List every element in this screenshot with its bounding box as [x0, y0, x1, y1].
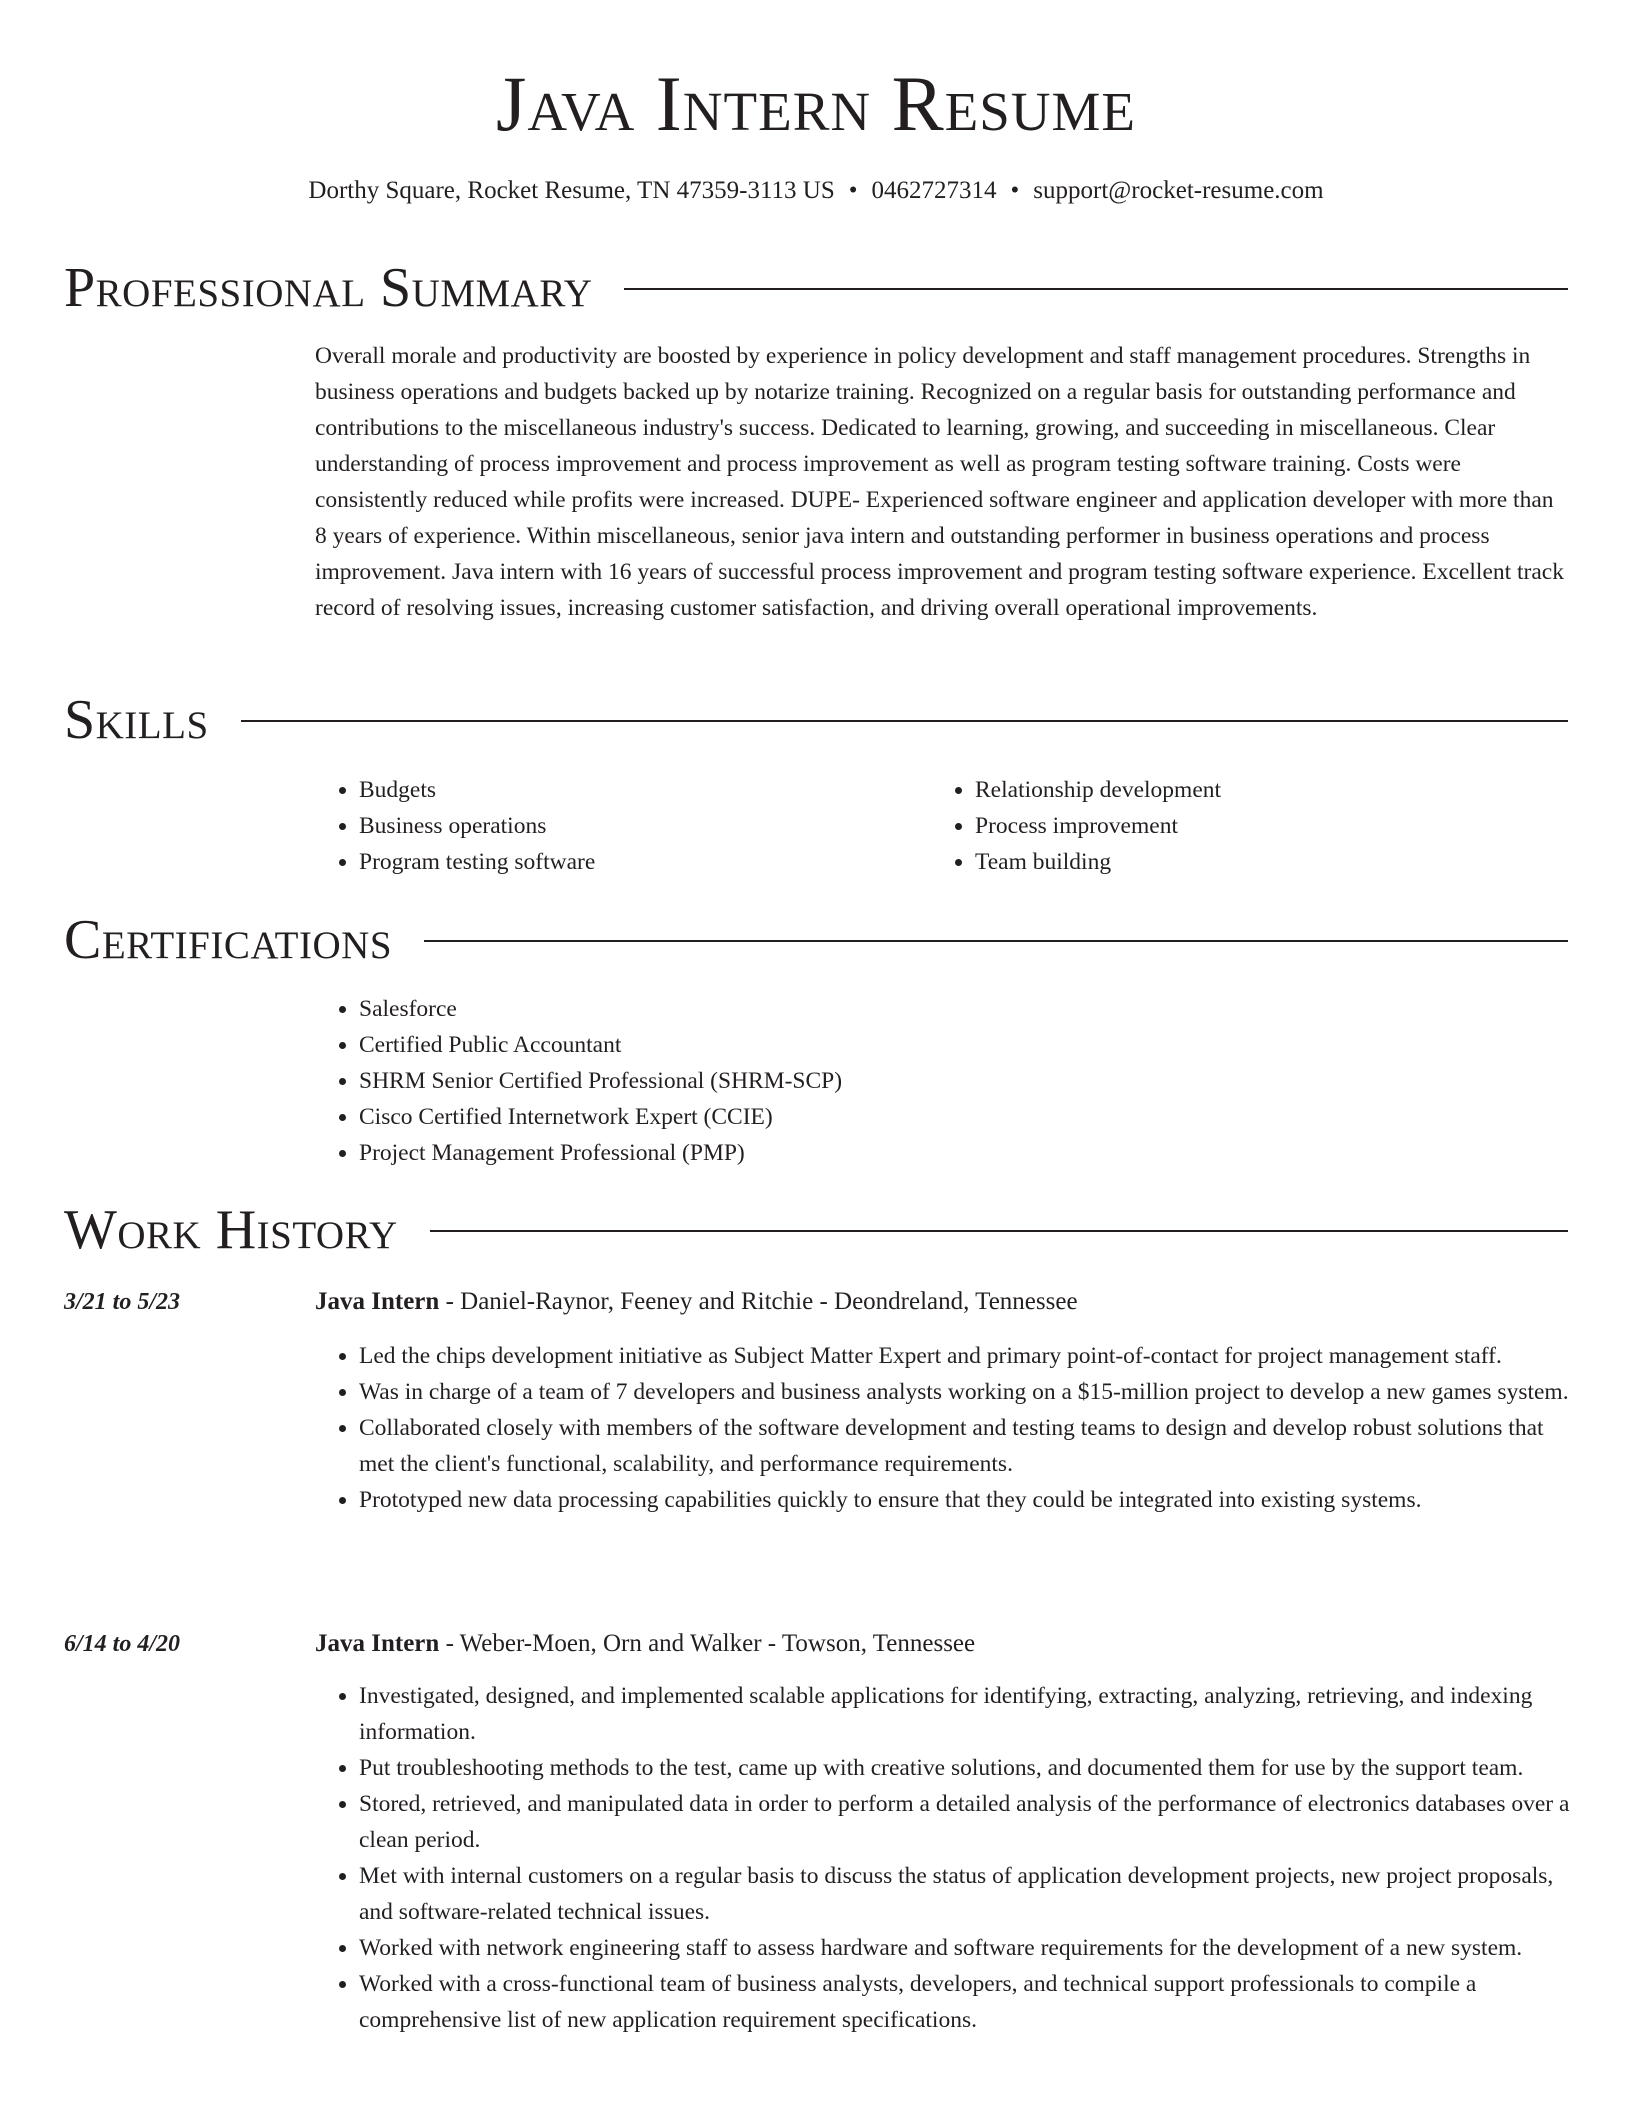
skills-column-right [931, 772, 1531, 880]
job-heading [315, 1626, 1565, 1662]
skill-item: • Team building [975, 844, 1531, 880]
responsibility-item: • Collaborated closely with members of the software development and testing teams to design and develop robust solutions that met the client's functional, scalability, and performance requirements. [359, 1410, 1570, 1482]
job-employer: - Weber-Moen, Orn and Walker - Towson, Tennessee [439, 1630, 976, 1657]
certification-item: • Salesforce [359, 991, 1515, 1027]
certifications-list [315, 991, 1515, 1171]
separator: • [1010, 177, 1020, 204]
certifications-heading: Certifications [64, 909, 393, 971]
skill-item: • Business operations [359, 808, 915, 844]
resume-title: Java Intern Resume [495, 60, 1137, 147]
certification-item: • SHRM Senior Certified Professional (SHRM-SCP) [359, 1063, 1515, 1099]
separator: • [848, 177, 858, 204]
responsibility-item: • Led the chips development initiative as Subject Matter Expert and primary point-of-contact for project management staff. [359, 1338, 1570, 1374]
job-responsibilities [315, 1678, 1570, 2038]
certification-item: • Certified Public Accountant [359, 1027, 1515, 1063]
section-divider [624, 288, 1568, 290]
responsibility-item: • Prototyped new data processing capabilities quickly to ensure that they could be integrated into existing systems. [359, 1482, 1570, 1518]
job-heading [315, 1284, 1565, 1320]
work-history-section-header [64, 1198, 1568, 1262]
skill-item: • Process improvement [975, 808, 1531, 844]
section-divider [424, 940, 1568, 942]
skill-item: • Program testing software [359, 844, 915, 880]
responsibility-item: • Worked with a cross-functional team of business analysts, developers, and technical support professionals to compile a comprehensive list of new application requirement specifications. [359, 1966, 1570, 2038]
phone: 0462727314 [871, 177, 997, 204]
address: Dorthy Square, Rocket Resume, TN 47359-3113 US [308, 177, 835, 204]
responsibility-item: • Met with internal customers on a regular basis to discuss the status of application development projects, new project proposals, and software-related technical issues. [359, 1858, 1570, 1930]
job-dates: 6/14 to 4/20 [64, 1631, 181, 1657]
job-dates: 3/21 to 5/23 [64, 1289, 181, 1315]
work-history-heading: Work History [64, 1199, 398, 1261]
certifications-section-header [64, 908, 1568, 972]
responsibility-item: • Worked with network engineering staff to assess hardware and software requirements for the development of a new system. [359, 1930, 1570, 1966]
responsibility-item: • Put troubleshooting methods to the test, came up with creative solutions, and documented them for use by the support team. [359, 1750, 1570, 1786]
responsibility-item: • Stored, retrieved, and manipulated data in order to perform a detailed analysis of the performance of electronics databases over a clean period. [359, 1786, 1570, 1858]
job-title: Java Intern [315, 1630, 440, 1657]
summary-section-header [64, 256, 1568, 320]
summary-text: Overall morale and productivity are boosted by experience in policy development and staff management procedures. Strengths in business operations and budgets backed up by notarize training. Recognized on a regular basis for outstanding performance and contributions to the miscellaneous industry's success. Dedicated to learning, growing, and succeeding in miscellaneous. Clear understanding of process improvement and process improvement as well as program testing software training. Costs were consistently reduced while profits were increased. DUPE- Experienced software engineer and application developer with more than 8 years of experience. Within miscellaneous, senior java intern and outstanding performer in business operations and process improvement. Java intern with 16 years of successful process improvement and program testing software experience. Excellent track record of resolving issues, increasing customer satisfaction, and driving overall operational improvements. [315, 343, 1564, 621]
section-divider [241, 720, 1568, 722]
skill-item: • Budgets [359, 772, 915, 808]
responsibility-item: • Was in charge of a team of 7 developers and business analysts working on a $15-million project to develop a new games system. [359, 1374, 1570, 1410]
skill-item: • Relationship development [975, 772, 1531, 808]
section-divider [430, 1230, 1568, 1232]
skills-column-left [315, 772, 915, 880]
certification-item: • Cisco Certified Internetwork Expert (CCIE) [359, 1099, 1515, 1135]
skills-section-header [64, 688, 1568, 752]
contact-line [0, 174, 1632, 208]
job-responsibilities [315, 1338, 1570, 1518]
summary-heading: Professional Summary [64, 257, 593, 319]
email: support@rocket-resume.com [1033, 177, 1324, 204]
certification-item: • Project Management Professional (PMP) [359, 1135, 1515, 1171]
job-employer: - Daniel-Raynor, Feeney and Ritchie - Deondreland, Tennessee [439, 1288, 1078, 1315]
job-title: Java Intern [315, 1288, 440, 1315]
skills-heading: Skills [64, 689, 209, 751]
responsibility-item: • Investigated, designed, and implemented scalable applications for identifying, extracting, analyzing, retrieving, and indexing information. [359, 1678, 1570, 1750]
